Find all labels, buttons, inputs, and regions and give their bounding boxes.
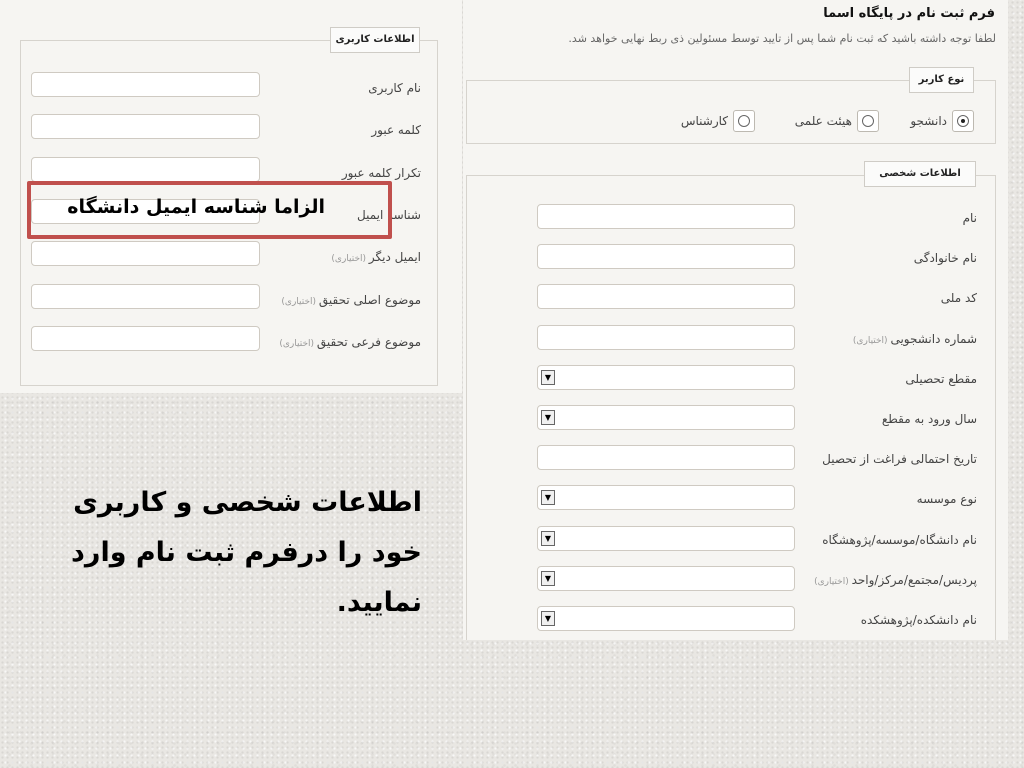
form-notice: لطفا توجه داشته باشید که ثبت نام شما پس از تایید توسط مسئولین ذی ربط نهایی خواهد شد. (568, 32, 996, 45)
personal-input[interactable] (537, 325, 795, 350)
radio-student-label: دانشجو (910, 114, 947, 128)
account-field-label (271, 81, 421, 95)
optional-tag: (اختیاری) (281, 296, 319, 307)
personal-select[interactable] (537, 485, 795, 510)
personal-field-label-text: کد ملی (940, 291, 977, 306)
account-field-label-text: تکرار کلمه عبور (341, 165, 421, 180)
radio-faculty-label: هیئت علمی (794, 114, 852, 128)
personal-field-label-text: تاریخ احتمالی فراغت از تحصیل (822, 452, 977, 467)
user-type-legend: نوع کاربر (909, 67, 974, 93)
form-title: فرم ثبت نام در پایگاه اسما (823, 6, 995, 21)
account-field-label-text: کلمه عبور (371, 123, 421, 138)
personal-field-label (802, 573, 977, 587)
personal-select[interactable] (537, 365, 795, 390)
optional-tag: (اختیاری) (331, 254, 369, 265)
personal-field-label (802, 372, 977, 386)
radio-expert-label: کارشناس (680, 114, 728, 128)
account-field-label-text: موضوع فرعی تحقیق (316, 334, 421, 349)
radio-expert[interactable] (733, 110, 755, 132)
account-field-label-text: شناسه ایمیل (357, 207, 421, 222)
optional-tag: (اختیاری) (852, 335, 891, 346)
account-field-label (271, 335, 421, 349)
account-legend: اطلاعات کاربری (330, 27, 420, 53)
personal-field-label-text: نام دانشگاه/موسسه/پژوهشگاه (822, 532, 977, 547)
personal-field-label-text: پردیس/مجتمع/مرکز/واحد (851, 572, 977, 587)
account-input[interactable] (31, 284, 260, 309)
personal-field-label (802, 332, 977, 346)
personal-field-label (802, 211, 977, 225)
personal-field-label (802, 533, 977, 547)
email-requirement-text: الزاما شناسه ایمیل دانشگاه (67, 196, 325, 218)
account-field-label (271, 293, 421, 307)
account-field-label (271, 250, 421, 264)
radio-faculty[interactable] (857, 110, 879, 132)
personal-select[interactable] (537, 566, 795, 591)
personal-input[interactable] (537, 445, 795, 470)
personal-input[interactable] (537, 204, 795, 229)
account-input[interactable] (31, 241, 260, 266)
dropdown-arrow-icon[interactable]: ▼ (541, 531, 555, 546)
account-field-label (271, 123, 421, 137)
account-field-label-text: ایمیل دیگر (368, 250, 421, 265)
personal-field-label-text: نام خانوادگی (913, 251, 977, 266)
account-input[interactable] (31, 157, 260, 182)
personal-select[interactable] (537, 405, 795, 430)
radio-selected-dot (961, 119, 965, 123)
account-field-label-text: نام کاربری (368, 81, 421, 95)
account-input[interactable] (31, 326, 260, 351)
personal-field-label-text: سال ورود به مقطع (881, 412, 977, 426)
personal-field-label (802, 291, 977, 305)
dropdown-arrow-icon[interactable]: ▼ (541, 410, 555, 425)
personal-field-label-text: نوع موسسه (916, 492, 977, 507)
dropdown-arrow-icon[interactable]: ▼ (541, 571, 555, 586)
account-input[interactable] (31, 72, 260, 97)
personal-field-label (802, 492, 977, 506)
instruction-note: اطلاعات شخصی و کاربری خود را درفرم ثبت نام وارد نمایید. (71, 487, 422, 618)
personal-field-label-text: مقطع تحصیلی (905, 371, 977, 386)
dropdown-arrow-icon[interactable]: ▼ (541, 490, 555, 505)
radio-student[interactable] (952, 110, 974, 132)
personal-field-label (802, 613, 977, 627)
personal-field-label-text: شماره دانشجویی (890, 331, 977, 346)
personal-field-label-text: نام (962, 211, 977, 225)
personal-info-legend: اطلاعات شخصی (864, 161, 976, 187)
personal-field-label (802, 251, 977, 265)
personal-field-label (802, 412, 977, 426)
personal-select[interactable] (537, 526, 795, 551)
personal-field-label (802, 452, 977, 466)
account-input[interactable] (31, 114, 260, 139)
account-field-label-text: موضوع اصلی تحقیق (318, 292, 421, 307)
personal-input[interactable] (537, 244, 795, 269)
radio-faculty-circle (862, 115, 874, 127)
personal-select[interactable] (537, 606, 795, 631)
radio-student-circle (957, 115, 969, 127)
personal-input[interactable] (537, 284, 795, 309)
dropdown-arrow-icon[interactable]: ▼ (541, 611, 555, 626)
optional-tag: (اختیاری) (279, 338, 317, 349)
radio-expert-circle (738, 115, 750, 127)
optional-tag: (اختیاری) (814, 576, 852, 587)
account-field-label (271, 166, 421, 180)
dropdown-arrow-icon[interactable]: ▼ (541, 370, 555, 385)
personal-field-label-text: نام دانشکده/پژوهشکده (860, 613, 977, 627)
